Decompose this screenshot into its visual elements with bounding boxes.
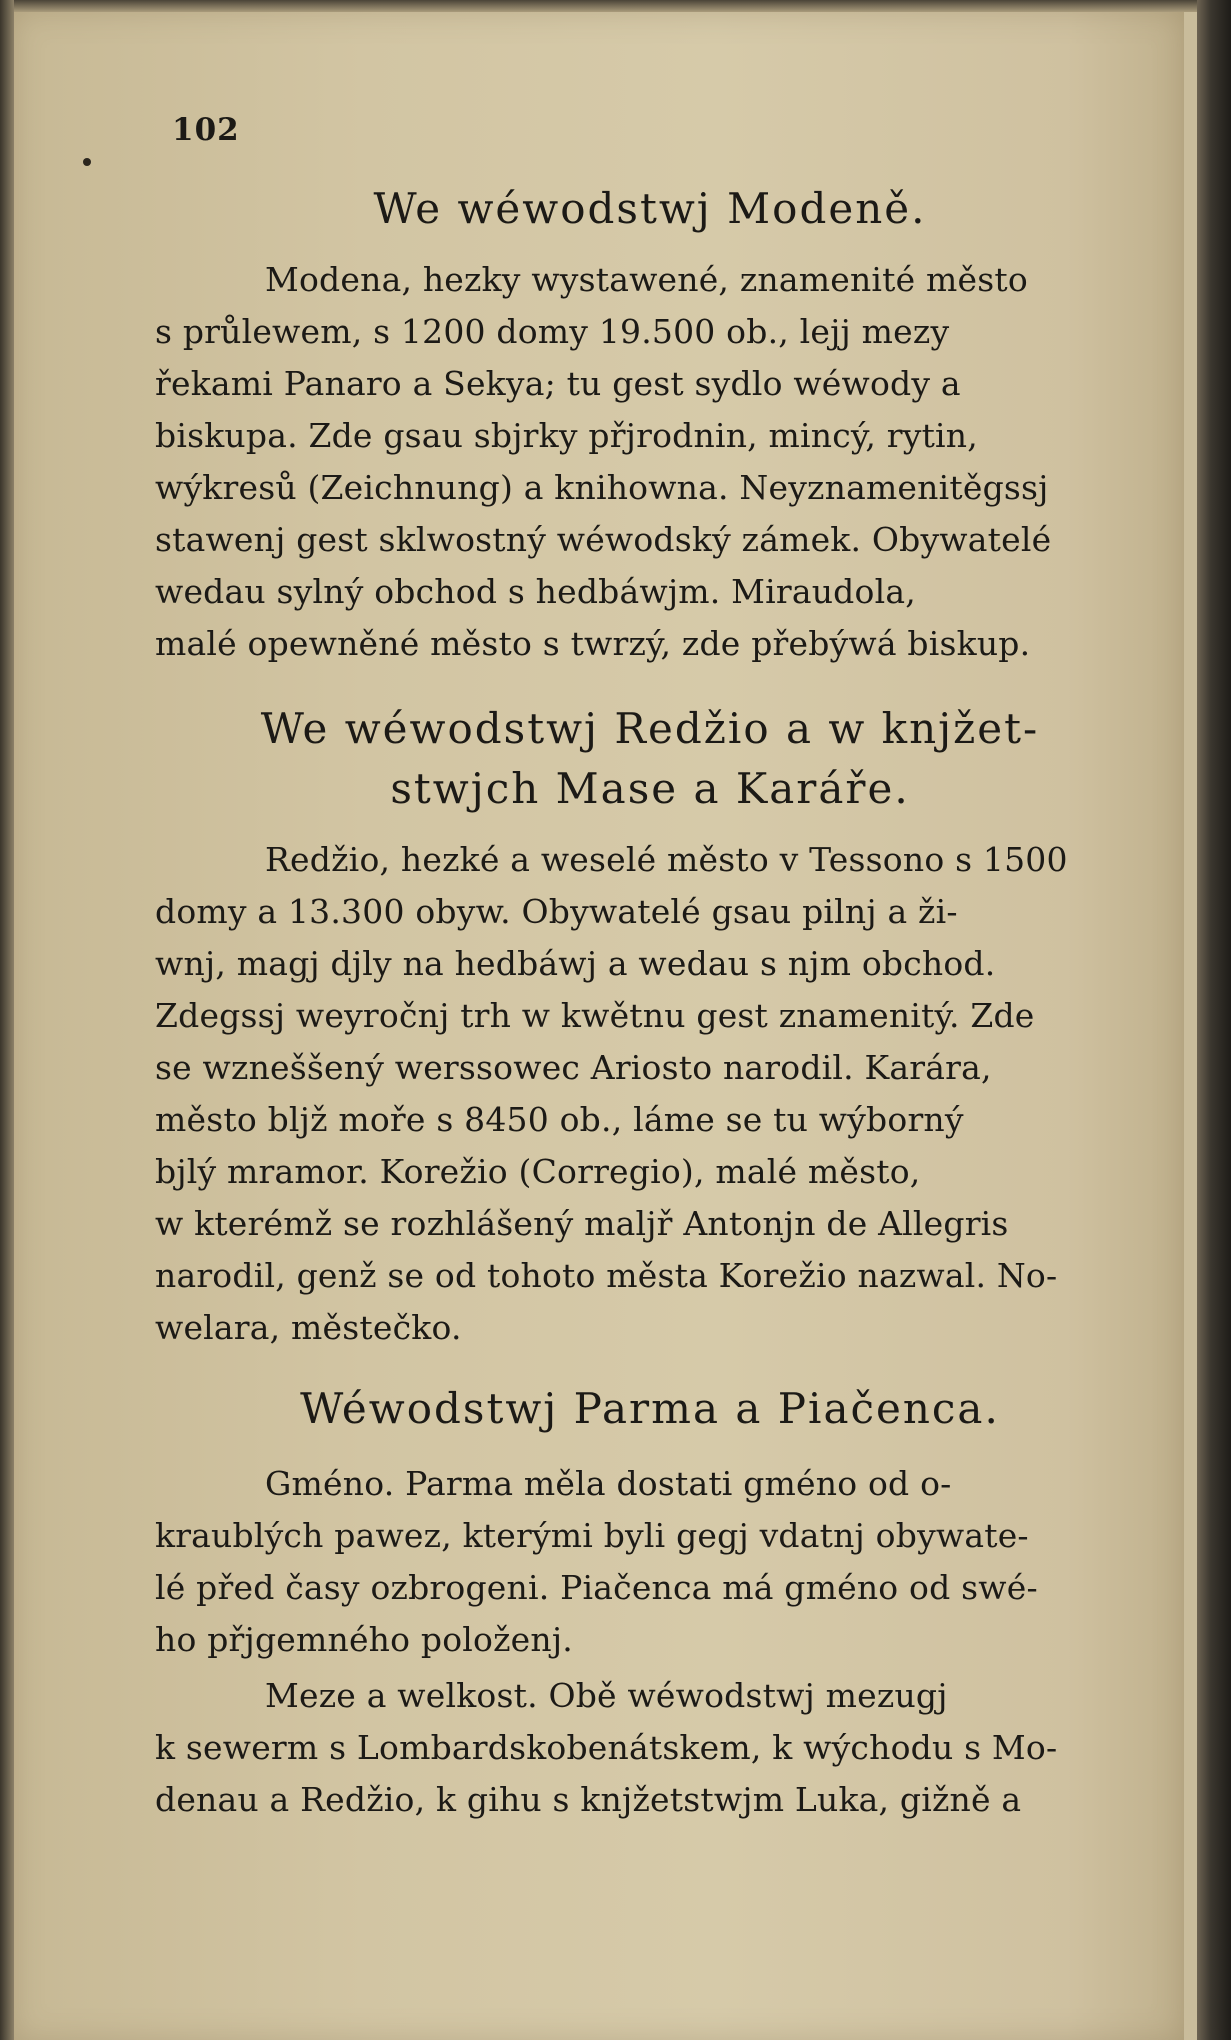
text-line: Modena, hezky wystawené, znamenité město [265, 260, 1028, 299]
page-edge-left [0, 0, 14, 2040]
section-heading-redzio-line2: stwjch Mase a Karáře. [390, 764, 910, 813]
text-line: welara, městečko. [155, 1308, 462, 1347]
text-line: biskupa. Zde gsau sbjrky přjrodnin, mincý, rytin, [155, 416, 978, 455]
text-line: s průlewem, s 1200 domy 19.500 ob., lejj mezy [155, 312, 950, 351]
section-heading-parma: Wéwodstwj Parma a Piačenca. [300, 1384, 1000, 1433]
text-line: Meze a welkost. Obě wéwodstwj mezugj [265, 1676, 948, 1715]
text-line: ho přjgemného položenj. [155, 1620, 573, 1659]
text-line: se wzneššený werssowec Ariosto narodil. Karára, [155, 1048, 992, 1087]
text-line: k sewerm s Lombardskobenátskem, k wýchodu s Mo- [155, 1728, 1058, 1767]
text-line: stawenj gest sklwostný wéwodský zámek. Obywatelé [155, 520, 1052, 559]
section-heading-redzio-line1: We wéwodstwj Redžio a w knjžet- [260, 704, 1040, 753]
text-line: město bljž moře s 8450 ob., láme se tu wýborný [155, 1100, 964, 1139]
text-line: wýkresů (Zeichnung) a knihowna. Neyznamenitěgssj [155, 468, 1049, 507]
text-line: malé opewněné město s twrzý, zde přebýwá biskup. [155, 624, 1031, 663]
ink-dot [83, 158, 91, 166]
section-heading-modena: We wéwodstwj Modeně. [373, 184, 927, 233]
text-line: narodil, genž se od tohoto města Korežio nazwal. No- [155, 1256, 1058, 1295]
page-edge-right [1197, 0, 1231, 2040]
text-line: Redžio, hezké a weselé město v Tessono s 1500 [265, 840, 1068, 879]
text-line: w kterémž se rozhlášený maljř Antonjn de Allegris [155, 1204, 1009, 1243]
text-line: kraublých pawez, kterými byli gegj vdatnj obywate- [155, 1516, 1029, 1555]
text-line: lé před časy ozbrogeni. Piačenca má gméno od swé- [155, 1568, 1038, 1607]
text-line: domy a 13.300 obyw. Obywatelé gsau pilnj a ži- [155, 892, 958, 931]
text-line: bjlý mramor. Korežio (Corregio), malé město, [155, 1152, 921, 1191]
text-line: Gméno. Parma měla dostati gméno od o- [265, 1464, 952, 1503]
text-line: wedau sylný obchod s hedbáwjm. Miraudola, [155, 572, 916, 611]
text-line: Zdegssj weyročnj trh w kwětnu gest znamenitý. Zde [155, 996, 1035, 1035]
text-line: denau a Redžio, k gihu s knjžetstwjm Luka, gižně a [155, 1780, 1022, 1819]
text-line: řekami Panaro a Sekya; tu gest sydlo wéwody a [155, 364, 961, 403]
page-number: 102 [172, 112, 240, 148]
text-line: wnj, magj djly na hedbáwj a wedau s njm obchod. [155, 944, 996, 983]
page-edge-top [0, 0, 1231, 12]
